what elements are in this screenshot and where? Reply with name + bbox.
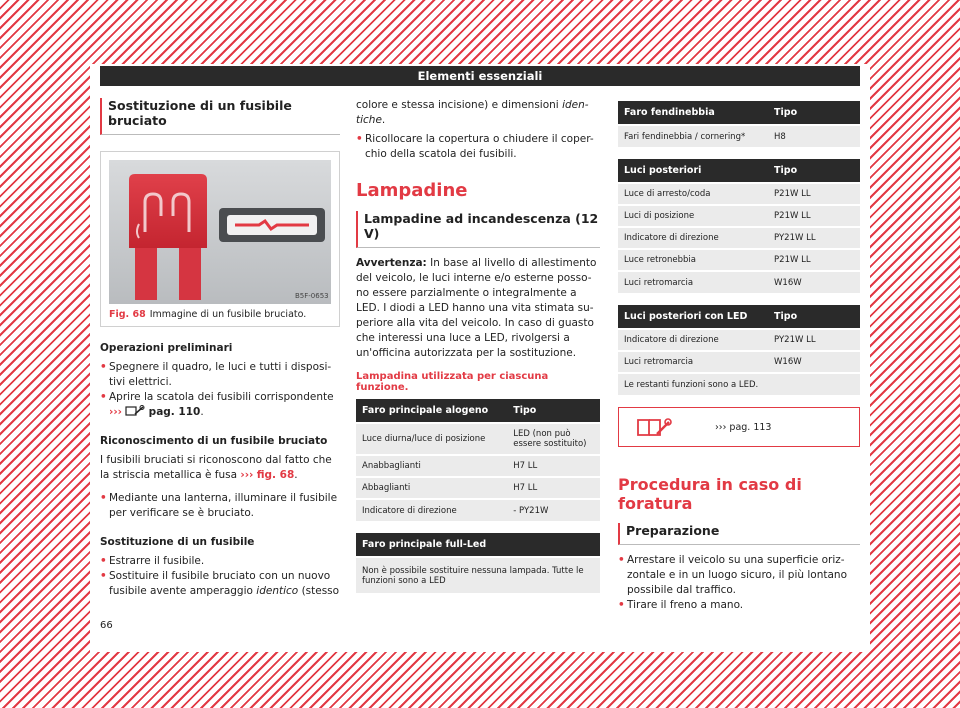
table-row: Anabbaglianti H7 LL (356, 455, 600, 477)
fog-light-table (618, 101, 860, 147)
wrench-book-icon (635, 415, 673, 439)
table-header: Tipo (768, 159, 860, 183)
puncture-title: Procedura in caso di foratura (618, 475, 802, 513)
replacement-bullet: • Sostituire il fusibile bruciato con un nuovo fusibile avente amperaggio identico (stesso (100, 569, 340, 599)
reference-box[interactable] (618, 407, 860, 447)
wrench-book-icon (125, 405, 145, 416)
table-header: Tipo (768, 305, 860, 329)
full-led-table (356, 533, 600, 593)
continued-text: colore e stessa incisione) e dimensioni iden-tiche. (356, 99, 589, 126)
ref-page[interactable]: pag. 110 (148, 406, 201, 418)
table-header: Faro fendinebbia (618, 101, 768, 125)
table-row: Indicatore di direzione PY21W LL (618, 329, 860, 351)
lamps-title: Lampadine (356, 180, 468, 201)
middle-column (356, 98, 600, 593)
table-header: Faro principale full-Led (356, 533, 600, 557)
operation-bullet: • Aprire la scatola dei fusibili corrispondente ››› pag. 110. (100, 390, 340, 420)
page-number: 66 (100, 620, 113, 631)
table-row: Luci di posizione P21W LL (618, 205, 860, 227)
table-row: Abbaglianti H7 LL (356, 477, 600, 499)
operation-bullet: • Spegnere il quadro, le luci e tutti i disposi-tivi elettrici. (100, 360, 340, 390)
table-row: Luci retromarcia W16W (618, 271, 860, 293)
reference-page: ››› pag. 113 (715, 421, 772, 433)
left-column (100, 98, 340, 599)
figure-caption (109, 309, 331, 320)
page-header: Elementi essenziali (100, 66, 860, 86)
table-header: Luci posteriori (618, 159, 768, 183)
recognition-bullet: • Mediante una lanterna, illuminare il fusibile per verificare se è bruciato. (100, 491, 340, 521)
right-column (618, 98, 860, 613)
recognition-text: I fusibili bruciati si riconoscono dal fatto che la striscia metallica è fusa ››› fig. 68. (100, 454, 332, 481)
replacement-title: Sostituzione di un fusibile (100, 536, 255, 548)
table-caption: Lampadina utilizzata per ciascuna funzione. (356, 371, 549, 393)
table-row: Luci retromarcia W16W (618, 351, 860, 373)
replacement-bullet: • Estrarre il fusibile. (100, 554, 340, 569)
cover-bullet: • Ricollocare la copertura o chiudere il coper-chio della scatola dei fusibili. (356, 132, 600, 162)
table-row: Luce di arresto/coda P21W LL (618, 183, 860, 205)
figure-label: Fig. 68 (109, 309, 146, 320)
page (90, 64, 870, 652)
table-header: Tipo (768, 101, 860, 125)
halogen-table (356, 399, 600, 521)
preparation-bullet: • Tirare il freno a mano. (618, 598, 860, 613)
figure-code: B5F-0653 (295, 292, 329, 300)
recognition-title: Riconoscimento di un fusibile bruciato (100, 435, 328, 447)
table-row: Non è possibile sostituire nessuna lampada. Tutte le funzioni sono a LED (356, 557, 600, 593)
table-row: Indicatore di direzione PY21W LL (618, 227, 860, 249)
fuse-figure (100, 151, 340, 327)
figure-ref-link[interactable]: fig. 68 (256, 469, 295, 481)
table-row: Le restanti funzioni sono a LED. (618, 373, 860, 395)
table-row: Fari fendinebbia / cornering* H8 (618, 125, 860, 147)
table-header: Tipo (507, 399, 600, 423)
table-row: Luce retronebbia P21W LL (618, 249, 860, 271)
preparation-title: Preparazione (618, 523, 860, 545)
warning-text: Avvertenza: In base al livello di allestimento del veicolo, le luci interne e/o esterne posso-no essere parzialmente o integralmente a LED. I diodi a LED hanno una vita stimata su-periore alla vita del veicolo. In caso di guasto che interessi una luce a LED, rivolgersi a un'officina autorizzata per la sostituzione. (356, 257, 597, 359)
preparation-bullet: • Arrestare il veicolo su una superficie oriz-zontale e in un luogo sicuro, il più lontano possibile dal traffico. (618, 553, 860, 598)
operations-title: Operazioni preliminari (100, 342, 233, 354)
ref-arrow[interactable]: ››› (109, 406, 122, 418)
table-row: Luce diurna/luce di posizione LED (non può essere sostituito) (356, 423, 600, 455)
rear-lights-table (618, 159, 860, 293)
table-header: Faro principale alogeno (356, 399, 507, 423)
rear-led-table (618, 305, 860, 395)
table-header: Luci posteriori con LED (618, 305, 768, 329)
incandescent-title: Lampadine ad incandescenza (12 V) (356, 211, 600, 248)
table-row: Indicatore di direzione - PY21W (356, 499, 600, 521)
section-title: Sostituzione di un fusibile bruciato (100, 98, 340, 135)
blown-fuse-image (109, 160, 331, 304)
figure-caption-text: Immagine di un fusibile bruciato. (149, 309, 307, 320)
